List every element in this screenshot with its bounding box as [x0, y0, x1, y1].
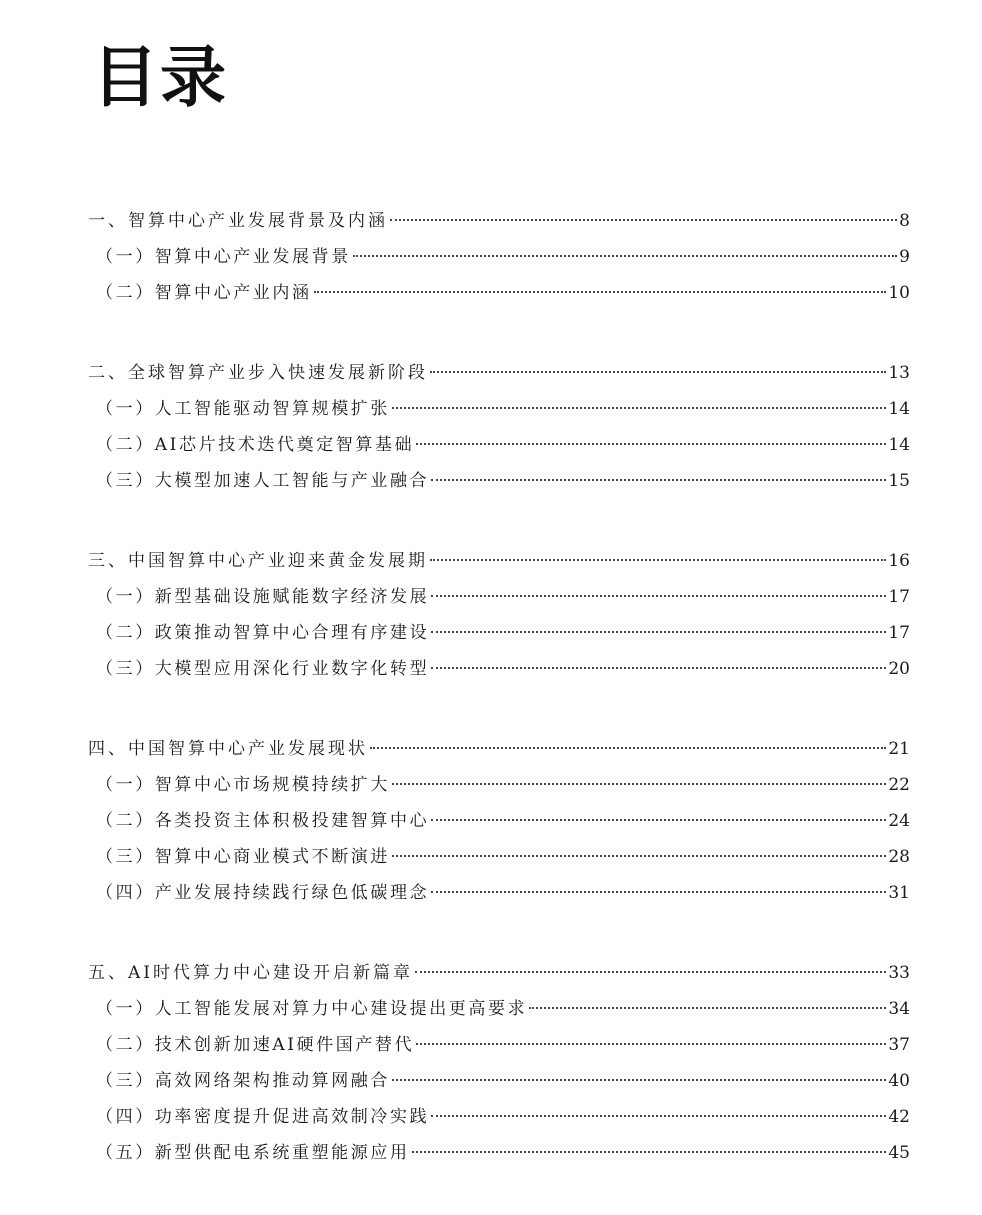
toc-section-1 — [88, 203, 910, 311]
dot-leader — [431, 595, 886, 597]
toc-heading[interactable] — [88, 203, 910, 239]
toc-page-number: 34 — [888, 999, 910, 1019]
toc-item[interactable] — [88, 1135, 910, 1171]
dot-leader — [392, 1079, 886, 1081]
toc-page-number: 21 — [888, 739, 910, 759]
toc-item[interactable] — [88, 803, 910, 839]
toc-item-label: （四）功率密度提升促进高效制冷实践 — [96, 1107, 430, 1127]
toc-heading-label: 四、中国智算中心产业发展现状 — [88, 739, 368, 759]
dot-leader — [529, 1007, 886, 1009]
dot-leader — [392, 855, 886, 857]
dot-leader — [314, 291, 887, 293]
toc-item[interactable] — [88, 991, 910, 1027]
toc-page-number: 33 — [888, 963, 910, 983]
dot-leader — [430, 371, 886, 373]
dot-leader — [415, 971, 886, 973]
toc-section-5 — [88, 955, 910, 1171]
dot-leader — [431, 1115, 886, 1117]
toc-item-label: （一）智算中心市场规模持续扩大 — [96, 775, 390, 795]
toc-page-number: 45 — [888, 1143, 910, 1163]
toc-item-label: （一）人工智能驱动智算规模扩张 — [96, 399, 390, 419]
dot-leader — [392, 783, 886, 785]
toc-item-label: （四）产业发展持续践行绿色低碳理念 — [96, 883, 430, 903]
toc-item-label: （二）AI芯片技术迭代奠定智算基础 — [96, 435, 415, 455]
toc-item[interactable] — [88, 839, 910, 875]
toc-page-number: 14 — [888, 435, 910, 455]
toc-item[interactable] — [88, 615, 910, 651]
dot-leader — [431, 819, 886, 821]
dot-leader — [431, 479, 886, 481]
toc-heading-label: 二、全球智算产业步入快速发展新阶段 — [88, 363, 428, 383]
toc-item[interactable] — [88, 239, 910, 275]
toc-page-number: 16 — [888, 551, 910, 571]
dot-leader — [416, 443, 886, 445]
toc-item[interactable] — [88, 651, 910, 687]
toc-item-label: （二）智算中心产业内涵 — [96, 283, 312, 303]
toc-page-number: 28 — [888, 847, 910, 867]
toc-item-label: （三）大模型加速人工智能与产业融合 — [96, 471, 430, 491]
toc-heading-label: 五、AI时代算力中心建设开启新篇章 — [88, 963, 413, 983]
toc-item[interactable] — [88, 275, 910, 311]
table-of-contents — [88, 203, 910, 1215]
toc-page-number: 37 — [888, 1035, 910, 1055]
toc-item-label: （三）大模型应用深化行业数字化转型 — [96, 659, 430, 679]
toc-item-label: （一）新型基础设施赋能数字经济发展 — [96, 587, 430, 607]
dot-leader — [416, 1043, 886, 1045]
toc-item[interactable] — [88, 427, 910, 463]
toc-item-label: （三）智算中心商业模式不断演进 — [96, 847, 390, 867]
toc-item[interactable] — [88, 1027, 910, 1063]
toc-item-label: （一）智算中心产业发展背景 — [96, 247, 351, 267]
toc-section-4 — [88, 731, 910, 911]
toc-item-label: （五）新型供配电系统重塑能源应用 — [96, 1143, 410, 1163]
toc-page-number: 17 — [888, 587, 910, 607]
toc-heading[interactable] — [88, 355, 910, 391]
toc-page-number: 8 — [899, 211, 910, 231]
toc-page-number: 22 — [888, 775, 910, 795]
dot-leader — [431, 891, 886, 893]
toc-page-number: 10 — [888, 283, 910, 303]
toc-heading-label: 三、中国智算中心产业迎来黄金发展期 — [88, 551, 428, 571]
toc-heading[interactable] — [88, 955, 910, 991]
toc-heading[interactable] — [88, 543, 910, 579]
toc-item-label: （一）人工智能发展对算力中心建设提出更高要求 — [96, 999, 528, 1019]
dot-leader — [353, 255, 897, 257]
toc-page-number: 24 — [888, 811, 910, 831]
toc-item[interactable] — [88, 1099, 910, 1135]
toc-item-label: （三）高效网络架构推动算网融合 — [96, 1071, 390, 1091]
toc-item-label: （二）政策推动智算中心合理有序建设 — [96, 623, 430, 643]
dot-leader — [412, 1151, 887, 1153]
toc-item-label: （二）各类投资主体积极投建智算中心 — [96, 811, 430, 831]
dot-leader — [430, 559, 886, 561]
toc-item-label: （二）技术创新加速AI硬件国产替代 — [96, 1035, 415, 1055]
toc-item[interactable] — [88, 767, 910, 803]
toc-section-2 — [88, 355, 910, 499]
dot-leader — [392, 407, 886, 409]
toc-page-number: 17 — [888, 623, 910, 643]
dot-leader — [431, 631, 886, 633]
toc-page-number: 9 — [899, 247, 910, 267]
page-title: 目录 — [92, 39, 228, 116]
dot-leader — [390, 219, 897, 221]
toc-page-number: 31 — [888, 883, 910, 903]
toc-item[interactable] — [88, 463, 910, 499]
toc-heading[interactable] — [88, 731, 910, 767]
dot-leader — [431, 667, 886, 669]
toc-section-3 — [88, 543, 910, 687]
toc-page-number: 40 — [888, 1071, 910, 1091]
toc-page-number: 20 — [888, 659, 910, 679]
toc-item[interactable] — [88, 875, 910, 911]
toc-page-number: 15 — [888, 471, 910, 491]
dot-leader — [370, 747, 886, 749]
toc-item[interactable] — [88, 579, 910, 615]
toc-item[interactable] — [88, 1063, 910, 1099]
toc-page-number: 42 — [888, 1107, 910, 1127]
toc-page-number: 14 — [888, 399, 910, 419]
toc-item[interactable] — [88, 391, 910, 427]
toc-page-number: 13 — [888, 363, 910, 383]
toc-heading-label: 一、智算中心产业发展背景及内涵 — [88, 211, 388, 231]
